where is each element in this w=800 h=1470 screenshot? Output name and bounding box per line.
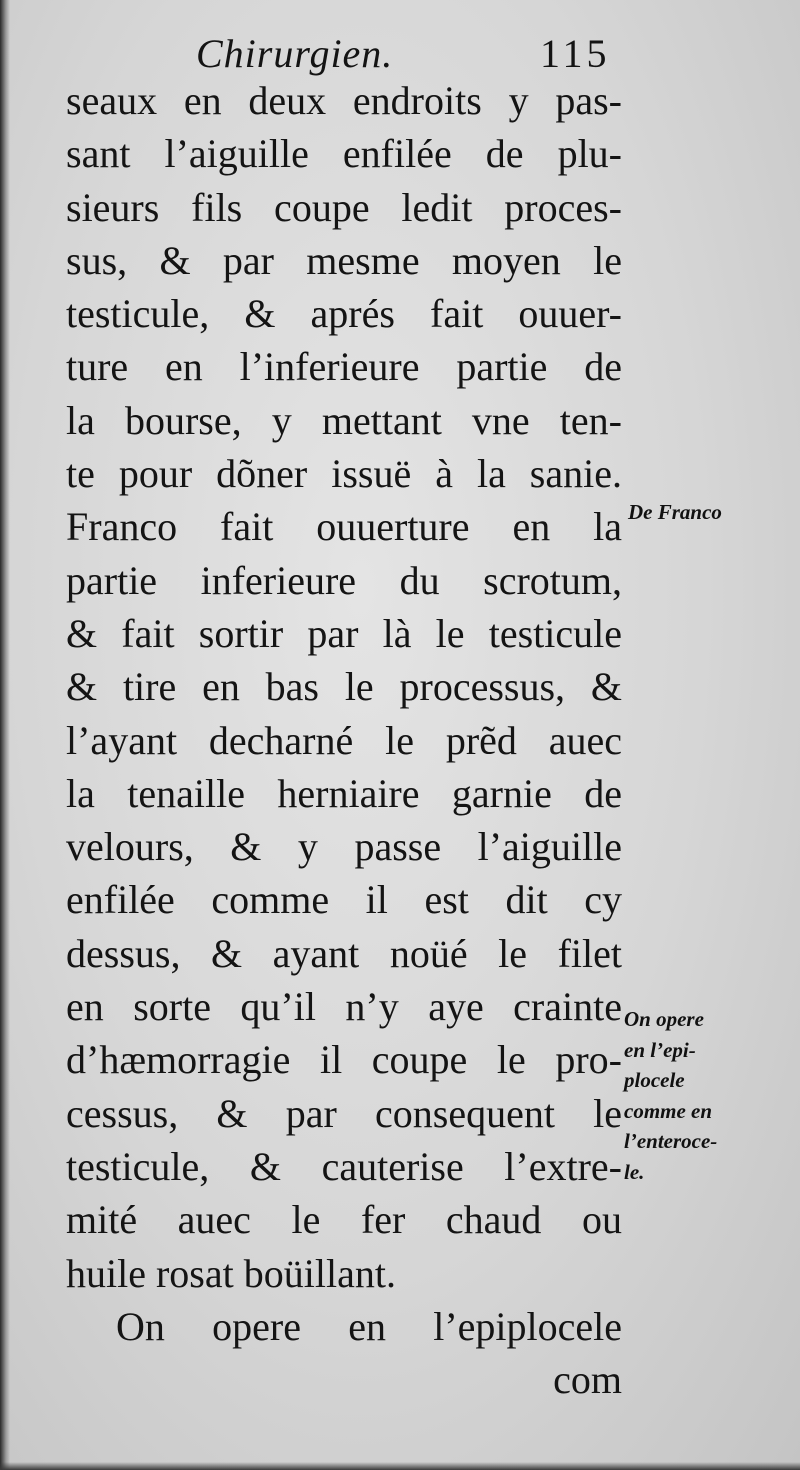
text-line: huile rosat boüillant.	[66, 1250, 396, 1296]
text-line: sus, & par mesme moyen le	[66, 237, 622, 283]
margin-note-line: en l’epi-	[624, 1037, 696, 1062]
text-line: seaux en deux endroits y pas-	[66, 78, 622, 123]
text-line: mité auec le fer chaud ou	[66, 1197, 622, 1243]
text-line: sant l’aiguille enfilée de plu-	[66, 131, 622, 177]
text-line: ture en l’inferieure partie de	[66, 344, 622, 390]
text-line: velours, & y passe l’aiguille	[66, 824, 622, 870]
paragraph-first-line: On opere en l’epiplocele	[116, 1303, 622, 1349]
text-line: d’hæmorragie il coupe le pro-	[66, 1037, 622, 1083]
page-binding-shadow	[0, 0, 10, 1470]
margin-note-line: le.	[624, 1159, 645, 1184]
text-line: la tenaille herniaire garnie de	[66, 770, 622, 816]
text-line: enfilée comme il est dit cy	[66, 877, 622, 923]
margin-note-line: comme en	[624, 1098, 713, 1123]
body-text	[66, 74, 622, 1406]
margin-note-line: l’enteroce-	[624, 1129, 718, 1153]
text-line: l’ayant decharné le prẽd auec	[66, 717, 622, 763]
text-line: testicule, & aprés fait ouuer-	[66, 291, 622, 337]
text-line: & tire en bas le processus, &	[66, 664, 622, 710]
page-number: 115	[540, 31, 611, 76]
margin-note-line: On opere	[624, 1007, 704, 1031]
text-line: cessus, & par consequent le	[66, 1090, 622, 1136]
text-line: Franco fait ouuerture en la	[66, 504, 622, 550]
text-line: dessus, & ayant noüé le filet	[66, 930, 622, 976]
text-line: en sorte qu’il n’y aye crainte	[66, 984, 622, 1030]
margin-note-franco: De Franco	[628, 500, 722, 524]
catchword: com	[553, 1357, 622, 1403]
text-line: te pour dõner issuë à la sanie.	[66, 451, 622, 497]
text-line: partie inferieure du scrotum,	[66, 557, 622, 603]
page-bottom-shadow	[0, 1462, 800, 1470]
text-line: sieurs fils coupe ledit proces-	[66, 184, 622, 230]
running-title: Chirurgien.	[196, 31, 394, 76]
text-line: testicule, & cauterise l’extre-	[66, 1143, 622, 1189]
margin-note-line: plocele	[624, 1068, 685, 1092]
text-line: & fait sortir par là le testicule	[66, 610, 622, 656]
text-line: la bourse, y mettant vne ten-	[66, 397, 622, 443]
margin-note-epiplocele	[624, 1004, 717, 1187]
